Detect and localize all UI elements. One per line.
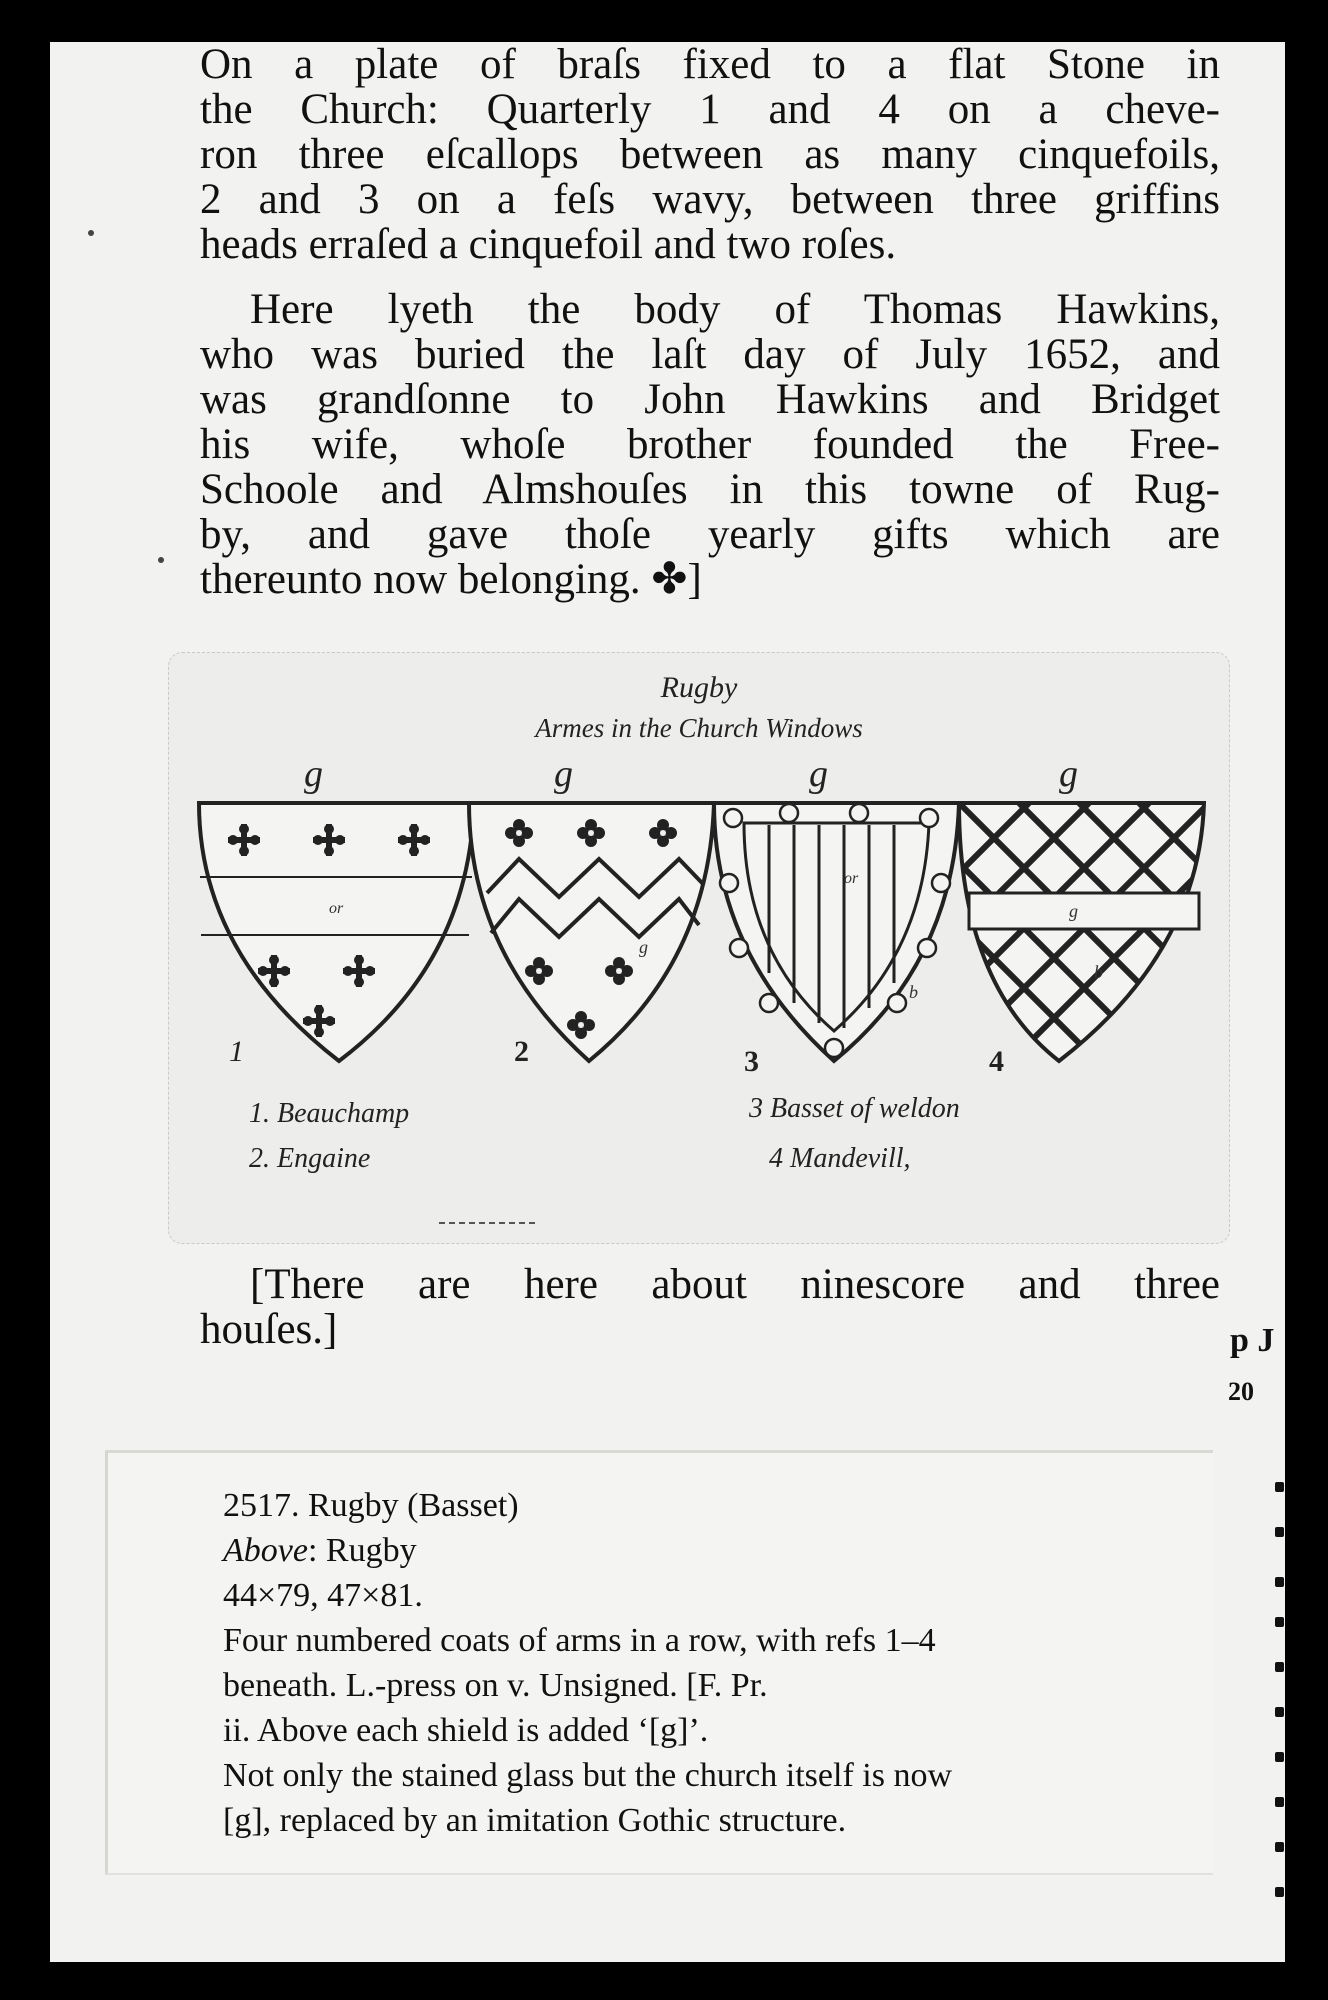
margin-dot <box>88 230 94 236</box>
caption-mandevill: 4 Mandevill, <box>769 1143 911 1174</box>
cropped-text-edge <box>1275 1482 1285 1932</box>
note-above-value: : Rugby <box>307 1532 417 1569</box>
text-line: Here lyeth the body of Thomas Hawkins, <box>250 286 1220 333</box>
margin-fragment: p J <box>1230 1322 1275 1359</box>
note-entry-title: 2517. Rugby (Basset) <box>223 1487 519 1524</box>
text-line: was grandſonne to John Hawkins and Bridget <box>200 376 1220 423</box>
note-dimensions: 44×79, 47×81. <box>223 1577 423 1614</box>
tincture-mark: g <box>809 753 828 795</box>
tincture-label: b <box>1094 962 1103 982</box>
note-line: Not only the stained glass but the church itself is now <box>223 1757 952 1794</box>
tincture-label: g <box>639 937 648 957</box>
text-line: ron three eſcallops between as many cinquefoils, <box>200 131 1220 178</box>
shield-number: 4 <box>989 1045 1004 1078</box>
shield-number: 3 <box>744 1045 759 1078</box>
note-line: beneath. L.-press on v. Unsigned. [F. Pr. <box>223 1667 768 1704</box>
note-line: [g], replaced by an imitation Gothic structure. <box>223 1802 847 1839</box>
catalogue-note <box>105 1450 1213 1875</box>
margin-fragment: 20 <box>1228 1377 1254 1406</box>
tincture-mark: g <box>304 753 323 795</box>
note-line: Four numbered coats of arms in a row, with refs 1–4 <box>223 1622 936 1659</box>
heraldry-paragraph <box>200 42 1220 267</box>
shield-basset <box>714 803 959 1078</box>
epitaph-paragraph <box>200 287 1220 602</box>
tincture-label: g <box>1069 901 1078 921</box>
caption-beauchamp: 1. Beauchamp <box>249 1098 410 1129</box>
shield-number: 1 <box>229 1035 244 1068</box>
caption-basset: 3 Basset of weldon <box>749 1093 960 1124</box>
shield-engaine <box>469 803 714 1068</box>
note-text <box>223 1483 1223 1843</box>
text-line: who was buried the laſt day of July 1652, and <box>200 331 1220 378</box>
tincture-label: b <box>909 982 918 1002</box>
margin-dot <box>158 557 164 563</box>
shield-beauchamp <box>199 803 474 1068</box>
note-line: ii. Above each shield is added ‘[g]’. <box>223 1712 709 1749</box>
text-line: Schoole and Almshouſes in this towne of Rug- <box>200 466 1220 513</box>
tincture-label: or <box>844 870 859 887</box>
shield-number: 2 <box>514 1035 529 1068</box>
plate-title: Rugby <box>660 671 738 704</box>
tincture-mark: g <box>554 753 573 795</box>
text-line: 2 and 3 on a feſs wavy, between three griffins <box>200 176 1220 223</box>
note-above-label: Above <box>223 1532 308 1569</box>
text-line: his wife, whoſe brother founded the Free- <box>200 421 1220 468</box>
text-line: thereunto now belonging. ✤] <box>200 556 702 603</box>
houses-paragraph <box>200 1262 1220 1352</box>
tincture-label: or <box>329 900 344 917</box>
text-line: houſes.] <box>200 1306 338 1353</box>
note-above-line <box>223 1528 1223 1573</box>
text-line: by, and gave thoſe yearly gifts which are <box>200 511 1220 558</box>
text-line: heads erraſed a cinquefoil and two roſes. <box>200 221 897 268</box>
heraldry-plate <box>168 652 1230 1244</box>
tincture-mark: g <box>1059 753 1078 795</box>
book-page <box>50 42 1285 1962</box>
caption-engaine: 2. Engaine <box>249 1143 371 1174</box>
text-line: On a plate of braſs fixed to a flat Stone in <box>200 41 1220 88</box>
text-line: [There are here about ninescore and three <box>250 1261 1220 1308</box>
plate-subtitle: Armes in the Church Windows <box>535 713 863 743</box>
text-line: the Church: Quarterly 1 and 4 on a cheve- <box>200 86 1220 133</box>
